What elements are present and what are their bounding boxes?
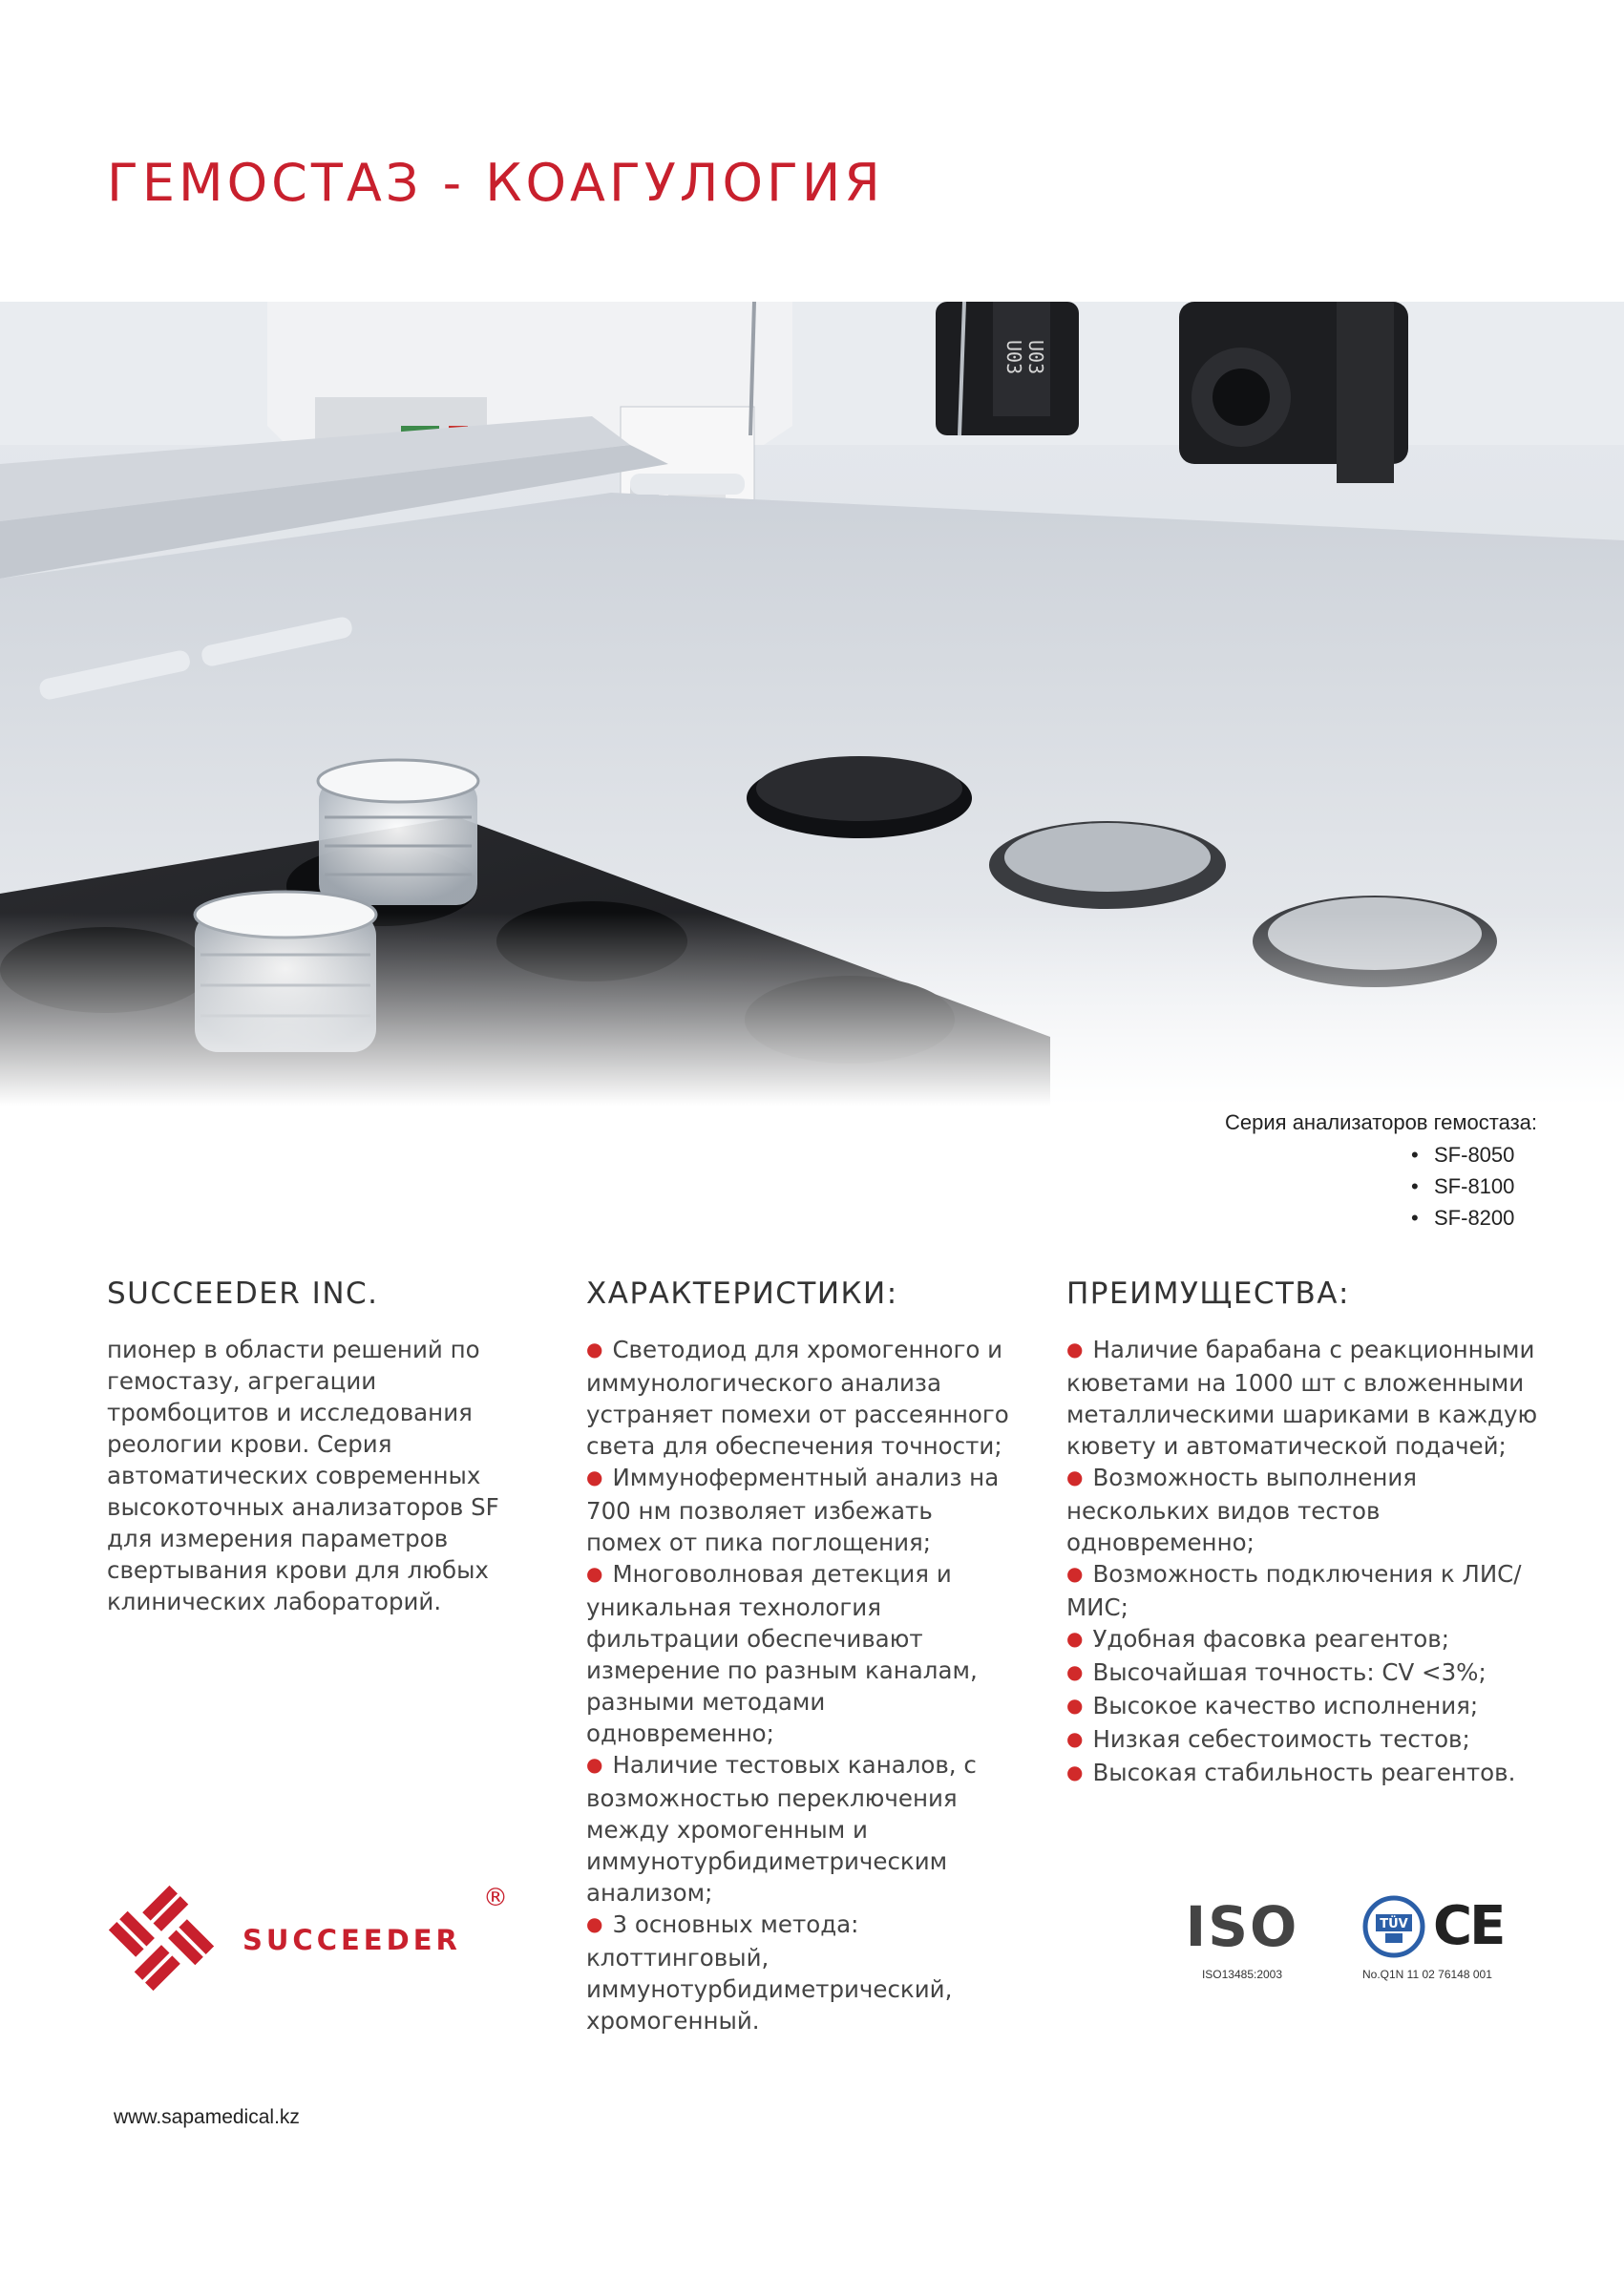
page-title: ГЕМОСТАЗ - КОАГУЛОГИЯ [107, 153, 884, 213]
website-link[interactable]: www.sapamedical.kz [114, 2106, 300, 2128]
analyzer-photo [0, 302, 1624, 1106]
advantage-text: Возможность выполнения нескольких видов тестов одновременно; [1066, 1464, 1418, 1556]
advantage-text: Высочайшая точность: CV <3%; [1092, 1658, 1487, 1686]
advantage-item [1066, 1656, 1544, 1690]
iso-code: ISO13485:2003 [1201, 1968, 1283, 1981]
brand-wordmark: SUCCEEDER [243, 1924, 461, 1956]
tuv-badge-icon [1362, 1895, 1425, 1958]
feature-item [586, 1749, 1012, 1909]
bullet-dot-icon: ● [586, 1753, 603, 1776]
advantage-item [1066, 1334, 1544, 1462]
bullet-dot-icon: ● [1066, 1338, 1084, 1360]
bullet-dot-icon: ● [1066, 1727, 1084, 1750]
features-column [586, 1276, 1012, 2036]
feature-item [586, 1909, 1012, 2036]
advantage-text: Наличие барабана с реакционными кюветами на 1000 шт с вложенными металлическими шариками в каждую кювету и автоматической подачей; [1066, 1336, 1538, 1460]
analyzer-series [1107, 1110, 1537, 1234]
advantages-heading: ПРЕИМУЩЕСТВА: [1066, 1276, 1350, 1311]
tuv-ce-certification [1362, 1895, 1525, 1981]
company-heading: SUCCEEDER INC. [107, 1276, 379, 1311]
features-list [586, 1334, 1012, 2036]
bullet-dot-icon: ● [586, 1562, 603, 1585]
advantage-text: Низкая себестоимость тестов; [1092, 1725, 1470, 1753]
advantage-item [1066, 1558, 1544, 1623]
bullet-dot-icon: ● [1066, 1761, 1084, 1783]
bullet-dot-icon: ● [1066, 1562, 1084, 1585]
advantage-item [1066, 1723, 1544, 1757]
bullet-dot-icon: ● [586, 1338, 603, 1360]
bullet-dot-icon: ● [1066, 1660, 1084, 1683]
feature-item [586, 1558, 1012, 1749]
bullet-dot-icon: ● [1066, 1466, 1084, 1488]
succeeder-emblem-icon [109, 1886, 214, 1991]
iso-mark: ISO [1185, 1894, 1299, 1959]
tuv-code: No.Q1N 11 02 76148 001 [1362, 1968, 1492, 1981]
company-column [107, 1276, 517, 1617]
advantage-text: Высокое качество исполнения; [1092, 1692, 1479, 1719]
advantage-item [1066, 1462, 1544, 1558]
series-model-item: • SF-8050 [1405, 1139, 1624, 1171]
iso-certification [1180, 1895, 1304, 1981]
bullet-dot-icon: ● [586, 1466, 603, 1488]
feature-text: Многоволновая детекция и уникальная технология фильтрации обеспечивают измерение по разным каналам, разными методами одновременно; [586, 1560, 978, 1747]
bullet-dot-icon: ● [1066, 1627, 1084, 1650]
bullet-dot-icon: ● [586, 1912, 603, 1935]
advantages-column [1066, 1276, 1544, 1790]
company-description: пионер в области решений по гемостазу, агрегации тромбоцитов и исследования реологии крови. Серия автоматических современных высокоточных анализаторов SF для измерения параметров свертывания крови для любых клинических лабораторий. [107, 1336, 499, 1615]
feature-text: Иммуноферментный анализ на 700 нм позволяет избежать помех от пика поглощения; [586, 1464, 1000, 1556]
series-title: Серия анализаторов гемостаза: [1225, 1110, 1537, 1134]
features-heading: ХАРАКТЕРИСТИКИ: [586, 1276, 898, 1311]
advantage-text: Высокая стабильность реагентов. [1092, 1759, 1516, 1786]
advantage-item [1066, 1757, 1544, 1790]
ce-mark: CE [1433, 1895, 1504, 1957]
succeeder-logo [109, 1886, 510, 1995]
advantages-list [1066, 1334, 1544, 1790]
series-model-item: • SF-8200 [1405, 1202, 1624, 1234]
plate-label-2: U03 [1024, 340, 1047, 375]
feature-text: Наличие тестовых каналов, с возможностью переключения между хромогенным и иммунотурбидиметрическим анализом; [586, 1751, 977, 1907]
registered-mark: ® [483, 1884, 508, 1912]
feature-text: Светодиод для хромогенного и иммунологического анализа устраняет помехи от рассеянного света для обеспечения точности; [586, 1336, 1009, 1460]
cert-marks [1362, 1895, 1525, 1958]
plate-label-1: U03 [1002, 340, 1025, 375]
tuv-badge-text: TÜV [1380, 1917, 1408, 1931]
series-models-list [1405, 1139, 1624, 1234]
series-model-item: • SF-8100 [1405, 1171, 1624, 1202]
advantage-text: Удобная фасовка реагентов; [1092, 1625, 1449, 1653]
bullet-dot-icon: ● [1066, 1694, 1084, 1717]
advantage-text: Возможность подключения к ЛИС/МИС; [1066, 1560, 1522, 1621]
advantage-item [1066, 1623, 1544, 1656]
feature-item [586, 1334, 1012, 1462]
feature-text: 3 основных метода: клоттинговый, иммунотурбидиметрический, хромогенный. [586, 1910, 953, 2035]
advantage-item [1066, 1690, 1544, 1723]
feature-item [586, 1462, 1012, 1558]
